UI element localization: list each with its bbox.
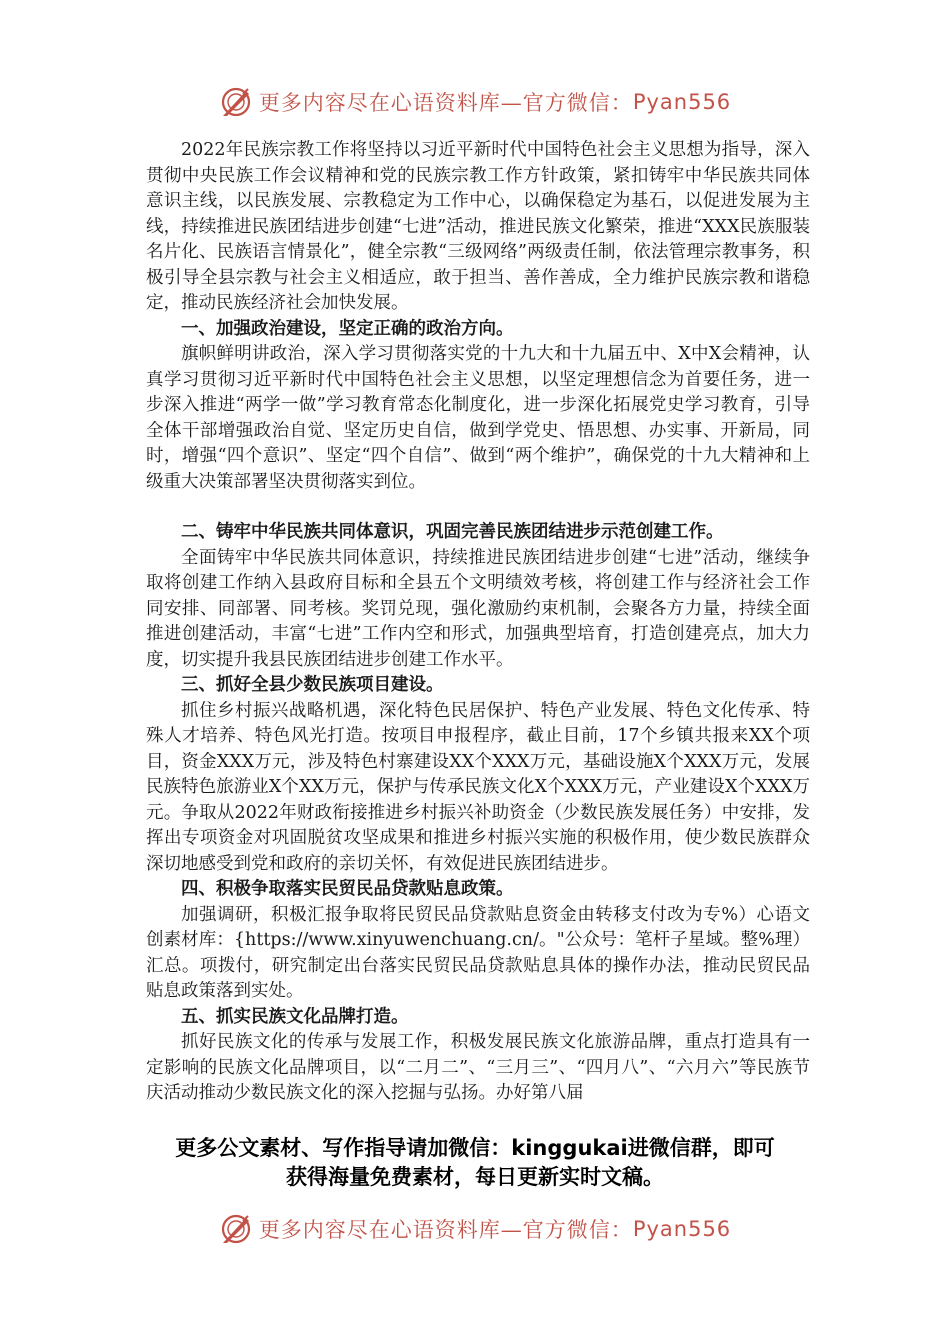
quill-logo-icon [219,1212,253,1246]
body-paragraph: 抓好民族文化的传承与发展工作，积极发展民族文化旅游品牌，重点打造具有一定影响的民族文化品牌项目，以“二月二”、“三月三”、“四月八”、“六月六”等民族节庆活动推动少数民族文化的深入挖掘与弘扬。办好第八届 [146,1032,810,1103]
body-paragraph: 全面铸牢中华民族共同体意识，持续推进民族团结进步创建“七进”活动，继续争取将创建工作纳入县政府目标和全县五个文明绩效考核，将创建工作与经济社会工作同安排、同部署、同考核。奖罚兑现，强化激励约束机制，会聚各方力量，持续全面推进创建活动，丰富“七进”工作内空和形式，加强典型培育，打造创建亮点，加大力度，切实提升我县民族团结进步创建工作水平。 [146,547,810,670]
body-paragraph: 2022年民族宗教工作将坚持以习近平新时代中国特色社会主义思想为指导，深入贯彻中央民族工作会议精神和党的民族宗教工作方针政策，紧扣铸牢中华民族共同体意识主线，以民族发展、宗教稳定为工作中心，以确保稳定为基石，以促进发展为主线，持续推进民族团结进步创建“七进”活动，推进民族文化繁荣，推进“XXX民族服装名片化、民族语言情景化”，健全宗教“三级网络”两级责任制，依法管理宗教事务，积极引导全县宗教与社会主义相适应，敢于担当、善作善成，全力维护民族宗教和谐稳定，推动民族经济社会加快发展。 [146,140,810,313]
section-heading: 四、积极争取落实民贸民品贷款贴息政策。 [181,879,514,899]
section-heading: 五、抓实民族文化品牌打造。 [181,1006,409,1027]
body-paragraph: 抓住乡村振兴战略机遇，深化特色民居保护、特色产业发展、特色文化传承、特殊人才培养、特色风光打造。按项目申报程序，截止目前，17个乡镇共报来XX个项目，资金XXX万元，涉及特色村寨建设XX个XXX万元，基础设施X个XXX万元，发展民族特色旅游业X个XX万元，保护与传承民族文化X个XXX万元，产业建设X个XXX万元。争取从2022年财政衔接推进乡村振兴补助资金（少数民族发展任务）中安排，发挥出专项资金对巩固脱贫攻坚成果和推进乡村振兴实施的积极作用，使少数民族群众深切地感受到党和政府的亲切关怀，有效促进民族团结进步。 [146,700,810,874]
promo-line-2: 获得海量免费素材，每日更新实时文稿。 [286,1165,664,1189]
body-paragraph: 加强调研，积极汇报争取将民贸民品贷款贴息资金由转移支付改为专%）心语文创素材库：{https://www.xinyuwenchuang.cn/。"公众号：笔杆子星域。整%理）汇总。项拨付，研究制定出台落实民贸民品贷款贴息具体的操作办法，推动民贸民品贴息政策落到实处。 [146,904,810,1001]
promo-line-1: 更多公文素材、写作指导请加微信：kinggukai进微信群，即可 [175,1136,775,1160]
paragraph-gap [146,495,810,520]
watermark-text: 更多内容尽在心语资料库—官方微信： [258,91,633,115]
watermark-text: 更多内容尽在心语资料库—官方微信： [258,1218,633,1242]
watermark-wechat-id: Pyan556 [632,1217,732,1241]
body-paragraph: 旗帜鲜明讲政治，深入学习贯彻落实党的十九大和十九届五中、X中X会精神，认真学习贯彻习近平新时代中国特色社会主义思想，以坚定理想信念为首要任务，进一步深入推进“两学一做”学习教育常态化制度化，进一步深化拓展党史学习教育，引导全体干部增强政治自觉、坚定历史自信，做到学党史、悟思想、办实事、开新局，同时，增强“四个意识”、坚定“四个自信”、做到“两个维护”，确保党的十九大精神和上级重大决策部署坚决贯彻落实到位。 [146,344,810,492]
watermark-footer [0,1209,950,1249]
document-body [146,138,810,1107]
promo-notice [120,1134,830,1192]
section-heading: 二、铸牢中华民族共同体意识，巩固完善民族团结进步示范创建工作。 [181,522,724,542]
section-heading: 三、抓好全县少数民族项目建设。 [181,675,444,695]
quill-logo-icon [219,85,253,119]
watermark-header [0,82,950,122]
section-heading: 一、加强政治建设，坚定正确的政治方向。 [181,318,514,339]
watermark-wechat-id: Pyan556 [632,90,732,114]
